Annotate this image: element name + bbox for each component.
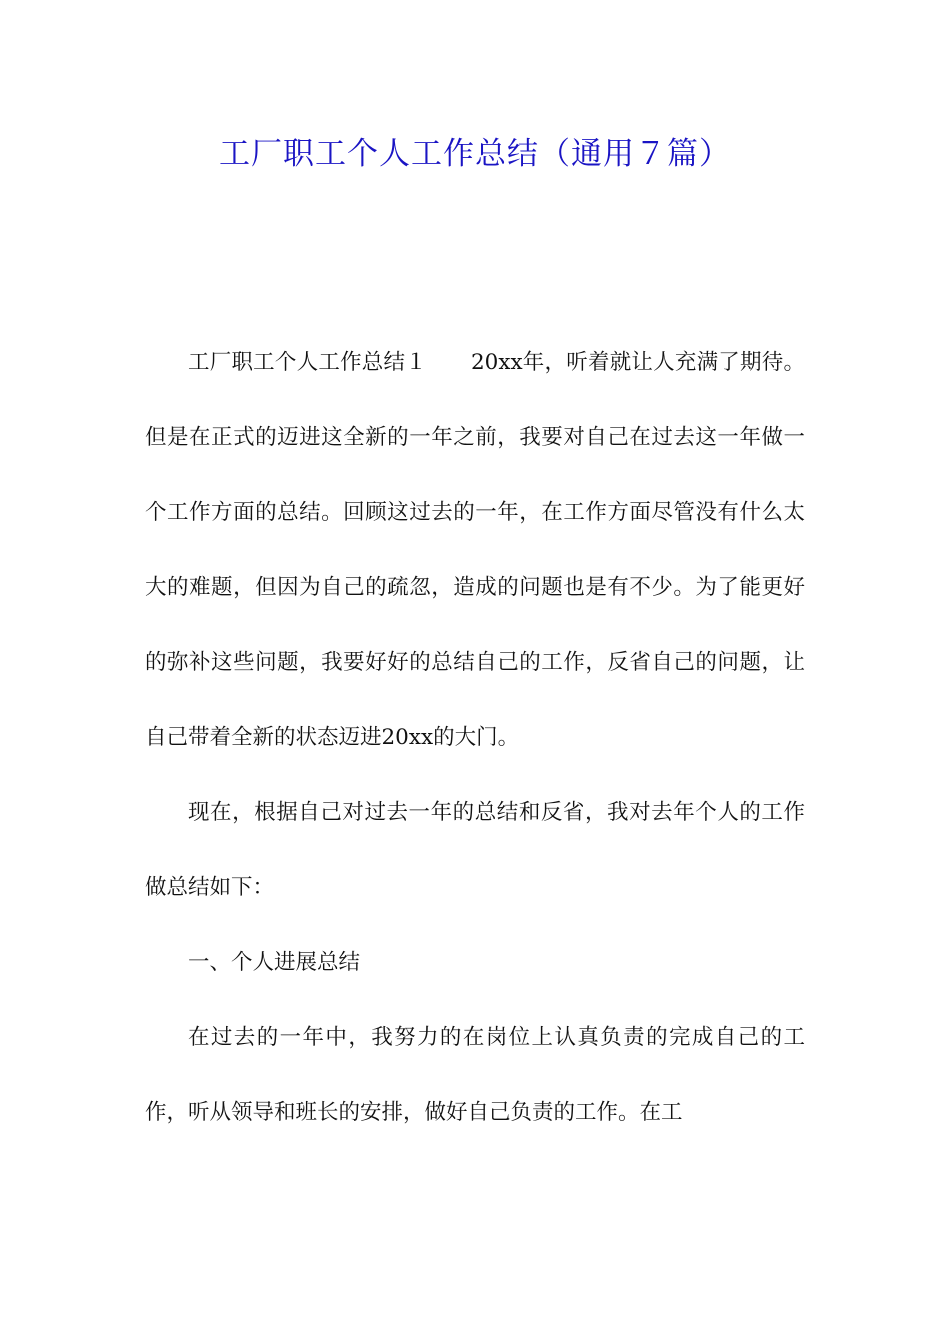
- paragraph-4-text: 在过去的一年中，我努力的在岗位上认真负责的完成自己的工作，听从领导和班长的安排，做好自己负责的工作。在工: [145, 1025, 805, 1125]
- paragraph-1: [145, 325, 805, 775]
- paragraph-3-text: 一、个人进展总结: [188, 950, 361, 975]
- paragraph-3-heading: [145, 925, 805, 1000]
- paragraph-1-text: 20xx年，听着就让人充满了期待。但是在正式的迈进这全新的一年之前，我要对自己在过去这一年做一个工作方面的总结。回顾这过去的一年，在工作方面尽管没有什么太大的难题，但因为自己的疏忽，造成的问题也是有不少。为了能更好的弥补这些问题，我要好好的总结自己的工作，反省自己的问题，让自己带着全新的状态迈进20xx的大门。: [145, 350, 805, 750]
- paragraph-2: [145, 775, 805, 925]
- section-lead-heading: 工厂职工个人工作总结１: [188, 350, 427, 375]
- paragraph-4: [145, 1000, 805, 1150]
- document-body: [145, 325, 805, 1150]
- paragraph-2-text: 现在，根据自己对过去一年的总结和反省，我对去年个人的工作做总结如下：: [145, 800, 805, 900]
- document-title: 工厂职工个人工作总结（通用７篇）: [219, 136, 731, 172]
